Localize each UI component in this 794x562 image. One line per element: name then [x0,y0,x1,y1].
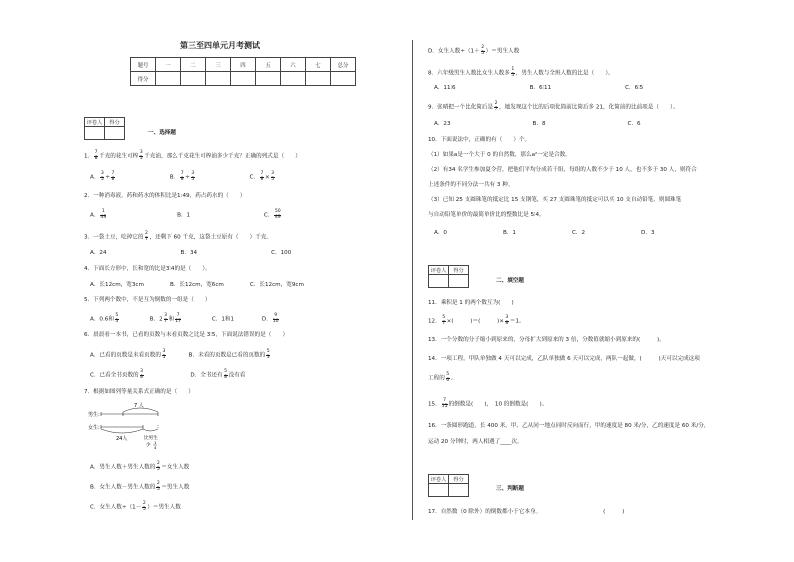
score-header-cell: 三 [206,58,231,72]
section-heading: 二、填空题 [496,278,524,284]
question-16-tail: 运动 20 分钟时，两人相遇了____次。 [428,439,523,445]
score-cell[interactable] [156,72,181,86]
question-16: 16．一条圆形跑道，长 400 米，甲、乙从同一地点同时反向而行，甲的速度是 80 米/分，乙的速度是 60 米/分， [428,423,710,429]
page-title: 第三至四单元月考测试 [180,41,260,50]
question-3: 3．一袋土豆，吃掉它的 $\frac{2}{7}$ ，还剩下 60 千克，这袋土豆原有（ ）千克。 [84,231,272,242]
score-header-cell: 题号 [131,58,156,72]
q10-statement-3: （3）已知 25 支圆珠笔的抵定比 15 支钢笔，买 27 支圆珠笔的抵定可以买 10 支自动铅笔，则圆珠笔 [428,197,682,203]
q7-option-b: B．女生人数－男生人数的 $\frac{2}{5}$ ＝男生人数 [90,481,190,492]
question-12: 12． $\frac{5}{7}$ ×( )＝( )× $\frac{3}{8}$ ＝1。 [428,315,525,326]
more-label: 比男生 [144,436,158,441]
grader-label: 评卷人 [429,475,449,484]
score-label: 得分 [105,118,125,127]
grader-box [84,117,125,140]
score-header-cell: 五 [256,58,281,72]
score-header-cell: 总分 [331,58,356,72]
q7-option-c: C．女生人数÷（1－ $\frac{2}{5}$ ）＝男生人数 [90,501,181,512]
grader-cell[interactable] [85,127,105,140]
grader-box [428,474,469,497]
q4-options: A．长12cm，宽3cm B．长12cm，宽6cm C．长12cm，宽9cm [90,282,304,288]
grader-label: 评卷人 [85,118,105,127]
q10-statement-2b: 上述条件的不同分法一共有 3 种。 [428,182,514,188]
question-2: 2．一种消毒液，药和药水的体积比是1:49，药占药水的（ ） [84,193,246,199]
score-header-cell: 七 [306,58,331,72]
question-5: 5．下列两个数中，不是互为倒数的一组是（ ） [84,297,211,303]
column-divider [412,40,413,520]
section-heading: 一、选择题 [148,130,176,136]
question-15: 15． $\frac{7}{15}$ 的倒数是( )， 10 的倒数是( )。 [428,398,548,409]
question-4: 4．下面长方形中，长和宽的比是3∶4的是（ ）。 [84,266,211,272]
q2-options: A． $\frac{1}{49}$ B．1 C． $\frac{50}{49}$ [90,209,281,220]
score-cell[interactable] [331,72,356,86]
question-6: 6．晨晨看一本书，已看的页数与未看页数之比是 3∶5，下面说法错误的是（ ） [84,332,289,338]
score-cell[interactable] [449,275,469,288]
score-cell[interactable] [281,72,306,86]
score-header-cell: 一 [156,58,181,72]
score-cell[interactable] [206,72,231,86]
grader-cell[interactable] [429,275,449,288]
seven-label: 7 人 [134,403,144,409]
score-label: 得分 [449,266,469,275]
question-10: 10．下面说法中，正确的有（ ）个。 [428,137,531,143]
score-header-cell: 六 [281,58,306,72]
q8-options: A．11∶6 B．6∶11 C．6∶5 [434,85,644,91]
q10-statement-2: （2）有34 名学生参加夏令营，把他们平均分成若干组，每组的人数不少于 10 人，也不多于 30 人，则符合 [428,167,697,173]
score-table [130,57,356,86]
score-header-cell: 四 [231,58,256,72]
q7-option-d: D．女生人数÷（1＋ $\frac{2}{5}$ ）＝男生人数 [428,45,520,56]
question-17: 17．自然数（0 除外）的倒数都小于它本身。 ( ) [428,509,625,515]
question-7: 7．根据如图列等量关系式正确的是（ ） [84,389,194,395]
twentyfour-label: 24人 [116,436,128,442]
score-cell[interactable] [306,72,331,86]
score-cell[interactable] [256,72,281,86]
score-header-cell: 二 [181,58,206,72]
q6-options-cd: C．已看全书页数的 $\frac{3}{8}$ D．全书还有 $\frac{5}{8}$ 没有看 [90,369,246,380]
question-11: 11．乘积是 1 的两个数互为( ) [428,300,514,306]
grader-box [428,265,469,288]
boys-label: 男生: [88,412,100,418]
q1-options: A． $\frac{3}{5}$ ÷ $\frac{7}{8}$ B． $\frac{7}{8}$ ÷ $\frac{3}{5}$ C． $\frac{7}{8}$ × $\frac{3}{5}$ [90,171,275,182]
q5-options: A．0.6和 $\frac{5}{3}$ B．2 $\frac{3}{7}$ 和 $\frac{7}{17}$ C．1和1 D． $\frac{9}{10}$ [90,313,279,324]
grader-cell[interactable] [429,484,449,497]
q7-line-diagram [88,402,178,452]
score-cell[interactable] [105,127,125,140]
question-9: 9．张晴把一个比化简后是 $\frac{2}{7}$ ，她发现这个比的后项化简前比简后多 21，化简前的比前项是（ ）。 [428,101,679,112]
score-cell[interactable] [449,484,469,497]
grader-label: 评卷人 [429,266,449,275]
fraction: $\frac{3}{5}$ [139,150,143,161]
question-8: 8．六年级男生人数比女生人数多 $\frac{1}{5}$ ，男生人数与全班人数的比是（ ）。 [428,67,614,78]
few-label: 少 [146,443,151,448]
score-label: 得分 [449,475,469,484]
fraction-num: 1 [154,440,157,445]
question-1: 1． $\frac{7}{8}$ 千克的花生可榨 $\frac{3}{5}$ 千克油，那么千克花生可榨油多少千克？正确的列式是（ ） [84,150,301,161]
q7-option-a: A．男生人数＋男生人数的 $\frac{2}{5}$ ＝女生人数 [90,461,190,472]
q6-options-ab: A．已看的页数是未看页数的 $\frac{3}{5}$ B．未看的页数是已看的页数的 $\frac{5}{3}$ [90,349,270,360]
fraction-den: 4 [154,445,157,450]
question-14-tail: 工程的 $\frac{5}{6}$ 。 [428,372,457,383]
q10-options: A．0 B．1 C．2 D．3 [434,230,655,236]
question-14: 14．一项工程，甲队单独做 4 天可以完成，乙队单独做 6 天可以完成，两队一起做，( )天可以完成这项 [428,356,700,362]
q10-statement-1: （1）如果a是一个大于 0 的自然数，那么a²一定是合数。 [428,152,571,158]
score-cell[interactable] [181,72,206,86]
q3-options: A．24 B．34 C．100 [90,250,292,256]
girls-label: 女生: [88,425,100,431]
question-13: 13．一个分数的分子缩小到原来的，分母扩大到原来的 3 倍，分数值就缩小到原来的( )。 [428,337,665,343]
q10-statement-3b: 与自动铅笔单价的最简单价比的整数比是 5∶4。 [428,212,545,218]
fraction: $\frac{7}{8}$ [94,150,98,161]
score-cell[interactable] [231,72,256,86]
q9-options: A．23 B．8 C．6 [434,121,641,127]
section-heading: 三、判断题 [496,486,524,492]
score-row-label: 得分 [131,72,156,86]
